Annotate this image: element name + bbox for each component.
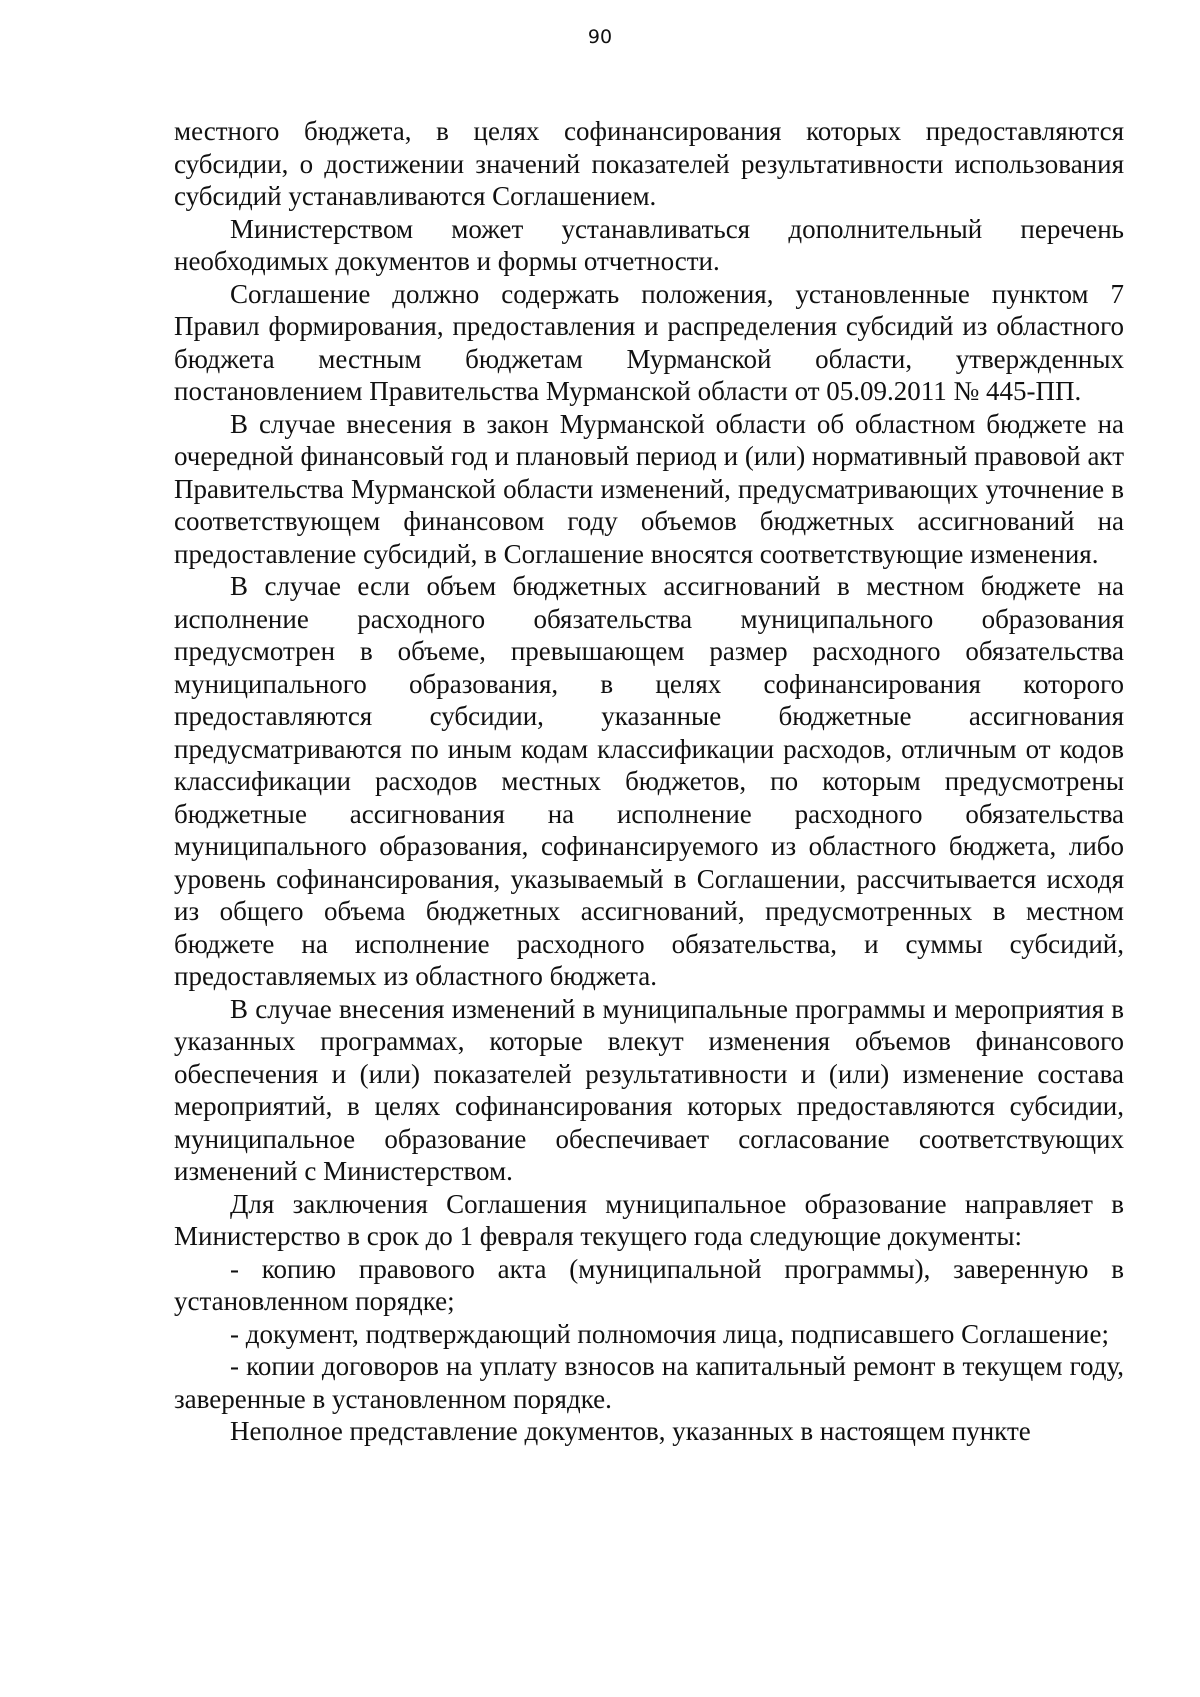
- page-number: 90: [587, 26, 613, 48]
- paragraph: Неполное представление документов, указанных в настоящем пункте: [230, 1416, 1031, 1446]
- paragraph: В случае внесения в закон Мурманской области об областном бюджете на очередной финансовый год и плановый период и (или) нормативный правовой акт Правительства Мурманской области изменений, предусматривающих уточнение в соответствующем финансовом году объемов бюджетных ассигнований на предоставление субсидий, в Соглашение вносятся соответствующие изменения.: [174, 408, 1124, 569]
- paragraph: В случае внесения изменений в муниципальные программы и мероприятия в указанных программах, которые влекут изменения объемов финансового обеспечения и (или) показателей результативности и (или) изменение состава мероприятий, в целях софинансирования которых предоставляются субсидии, муниципальное образование обеспечивает согласование соответствующих изменений с Министерством.: [174, 993, 1124, 1186]
- document-body: [174, 115, 1124, 1448]
- paragraph: Для заключения Соглашения муниципальное образование направляет в Министерство в срок до 1 февраля текущего года следующие документы:: [174, 1188, 1124, 1251]
- paragraph: Соглашение должно содержать положения, установленные пунктом 7 Правил формирования, предоставления и распределения субсидий из областного бюджета местным бюджетам Мурманской области, утвержденных постановлением Правительства Мурманской области от 05.09.2011 № 445-ПП.: [174, 278, 1124, 406]
- paragraph: местного бюджета, в целях софинансирования которых предоставляются субсидии, о достижении значений показателей результативности использования субсидий устанавливаются Соглашением.: [174, 116, 1124, 211]
- paragraph: В случае если объем бюджетных ассигнований в местном бюджете на исполнение расходного обязательства муниципального образования предусмотрен в объеме, превышающем размер расходного обязательства муниципального образования, в целях софинансирования которого предоставляются субсидии, указанные бюджетные ассигнования предусматриваются по иным кодам классификации расходов, отличным от кодов классификации расходов местных бюджетов, по которым предусмотрены бюджетные ассигнования на исполнение расходного обязательства муниципального образования, софинансируемого из областного бюджета, либо уровень софинансирования, указываемый в Соглашении, рассчитывается исходя из общего объема бюджетных ассигнований, предусмотренных в местном бюджете на исполнение расходного обязательства, и суммы субсидий, предоставляемых из областного бюджета.: [174, 571, 1124, 991]
- paragraph: Министерством может устанавливаться дополнительный перечень необходимых документов и формы отчетности.: [174, 213, 1124, 276]
- list-item: - копию правового акта (муниципальной программы), заверенную в установленном порядке;: [174, 1253, 1124, 1316]
- list-item: - документ, подтверждающий полномочия лица, подписавшего Соглашение;: [230, 1318, 1109, 1349]
- list-item: - копии договоров на уплату взносов на капитальный ремонт в текущем году, заверенные в установленном порядке.: [174, 1351, 1124, 1414]
